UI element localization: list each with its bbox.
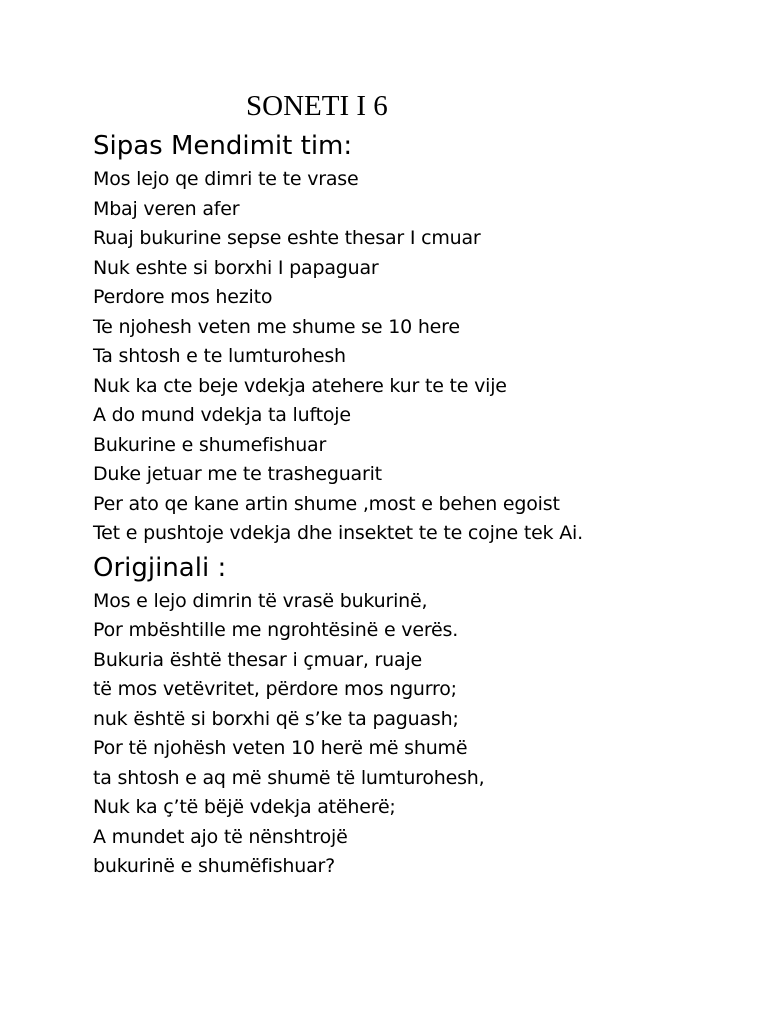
poem-line: ta shtosh e aq më shumë të lumturohesh, xyxy=(93,766,485,789)
poem-line: Nuk eshte si borxhi I papaguar xyxy=(93,256,379,279)
section-translation xyxy=(93,127,753,549)
poem-line: Nuk ka cte beje vdekja atehere kur te te vije xyxy=(93,374,507,397)
poem-line: Por mbështille me ngrohtësinë e verës. xyxy=(93,619,459,641)
poem-line: Bukuria është thesar i çmuar, ruaje xyxy=(93,648,423,671)
poem-line: Te njohesh veten me shume se 10 here xyxy=(93,315,460,338)
poem-line: Tet e pushtoje vdekja dhe insektet te te cojne tek Ai. xyxy=(93,522,583,544)
poem-line: Duke jetuar me te trasheguarit xyxy=(93,463,382,485)
poem-line: të mos vetëvritet, përdore mos ngurro; xyxy=(93,678,457,700)
section-heading: Sipas Mendimit tim: xyxy=(93,131,353,161)
poem-line: Ta shtosh e te lumturohesh xyxy=(93,345,346,367)
section-original xyxy=(93,549,753,882)
poem-line: A mundet ajo të nënshtrojë xyxy=(93,825,348,848)
document-body xyxy=(93,127,753,882)
poem-line: Mos e lejo dimrin të vrasë bukurinë, xyxy=(93,589,428,612)
page-title: SONETI I 6 xyxy=(246,90,388,122)
poem-line: Mos lejo qe dimri te te vrase xyxy=(93,168,359,190)
poem-line: nuk është si borxhi që s’ke ta paguash; xyxy=(93,707,459,730)
poem-line: Perdore mos hezito xyxy=(93,286,273,308)
poem-line: Per ato qe kane artin shume ,most e behen egoist xyxy=(93,492,560,515)
poem-line: Por të njohësh veten 10 herë më shumë xyxy=(93,737,468,759)
poem-line: A do mund vdekja ta luftoje xyxy=(93,404,351,426)
poem-line: bukurinë e shumëfishuar? xyxy=(93,855,336,877)
section-heading: Origjinali : xyxy=(93,552,227,583)
poem-line: Mbaj veren afer xyxy=(93,197,240,220)
poem-line: Ruaj bukurine sepse eshte thesar I cmuar xyxy=(93,227,481,249)
poem-line: Nuk ka ç’të bëjë vdekja atëherë; xyxy=(93,796,396,818)
poem-line: Bukurine e shumefishuar xyxy=(93,433,327,456)
